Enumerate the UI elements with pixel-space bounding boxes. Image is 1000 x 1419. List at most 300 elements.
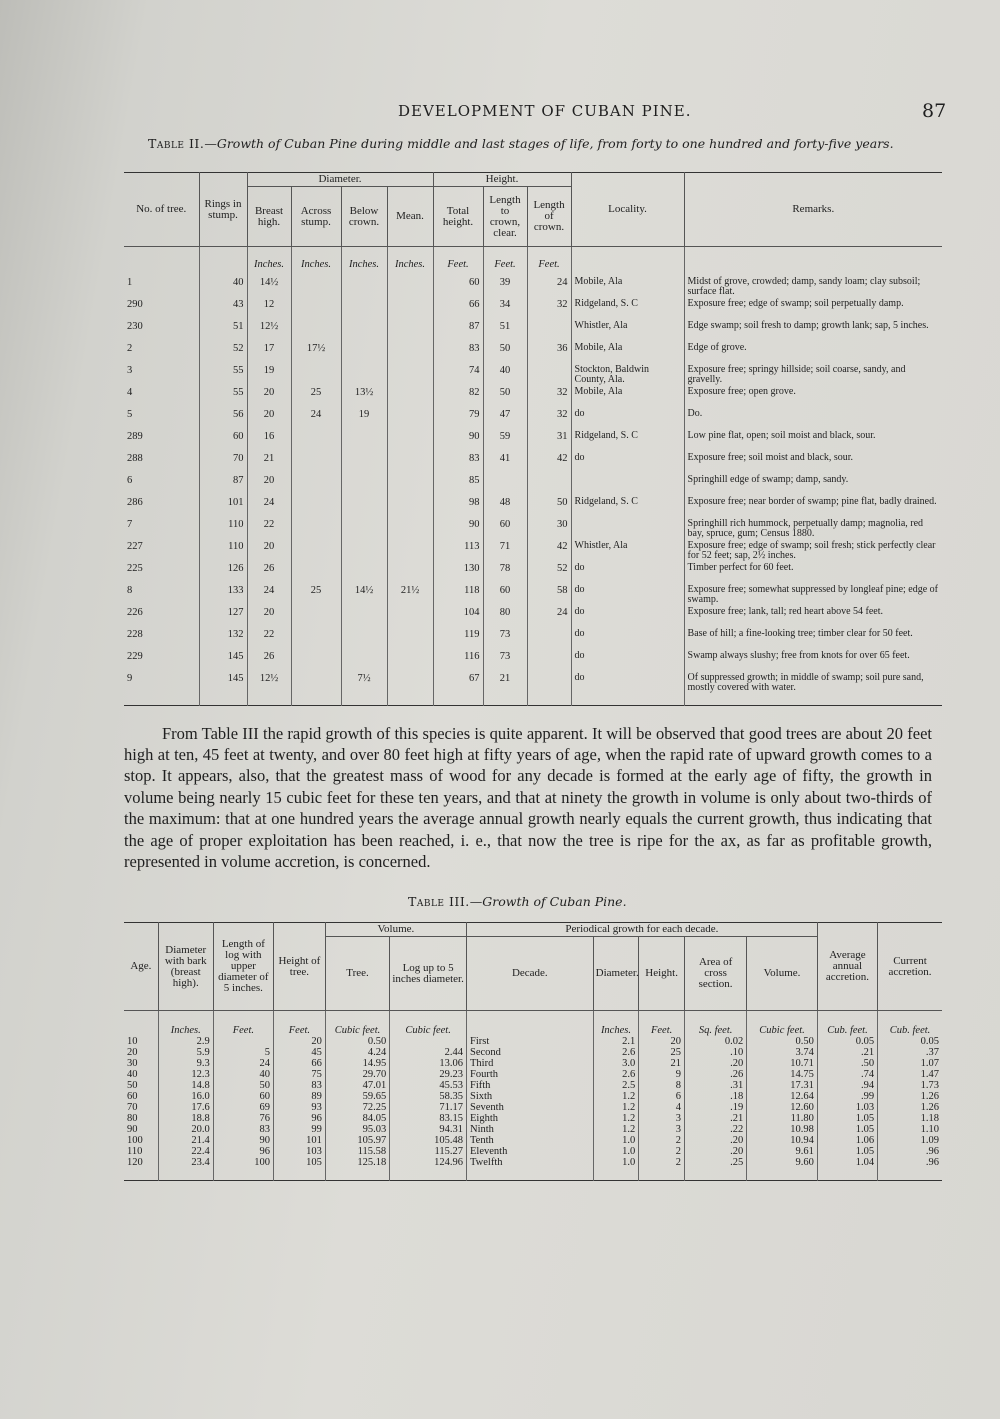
table-row bbox=[124, 1146, 942, 1157]
total-height-cell: 74 bbox=[433, 365, 483, 387]
length-to-crown-cell: 50 bbox=[483, 343, 527, 365]
mean-diameter-cell bbox=[387, 431, 433, 453]
periodic-height-cell: 25 bbox=[639, 1047, 685, 1058]
breast-high-cell: 14½ bbox=[247, 277, 291, 299]
total-height-cell: 118 bbox=[433, 585, 483, 607]
mean-diameter-cell bbox=[387, 519, 433, 541]
col-header-periodic-diameter: Diameter. bbox=[593, 937, 639, 1011]
remarks-cell: Low pine flat, open; soil moist and black, sour. bbox=[687, 430, 876, 441]
current-accretion-cell: 0.05 bbox=[920, 1036, 939, 1047]
table-spacer-row bbox=[124, 1168, 942, 1181]
tree-volume-cell: 14.95 bbox=[325, 1058, 389, 1069]
below-crown-cell bbox=[341, 343, 387, 365]
table-row bbox=[124, 651, 942, 673]
col-header-total: Total height. bbox=[433, 187, 483, 247]
col-header-decade: Decade. bbox=[467, 937, 594, 1011]
log-volume-cell: 115.27 bbox=[390, 1146, 467, 1157]
tree-volume-cell: 115.58 bbox=[325, 1146, 389, 1157]
decade-cell: Ninth bbox=[467, 1124, 594, 1135]
table3-caption-text: —Growth of Cuban Pine. bbox=[469, 894, 627, 909]
tree-number-cell: 6 bbox=[124, 475, 199, 497]
locality-cell: do bbox=[571, 651, 684, 673]
unit-label: Cub. feet. bbox=[817, 1011, 877, 1037]
table2-caption-text: —Growth of Cuban Pine during middle and last stages of life, from forty to one hundred and forty-five years. bbox=[204, 136, 894, 151]
log-volume-cell: 71.17 bbox=[390, 1102, 467, 1113]
diameter-cell: 17.6 bbox=[158, 1102, 213, 1113]
height-cell: 89 bbox=[273, 1091, 325, 1102]
diameter-cell: 14.8 bbox=[158, 1080, 213, 1091]
across-stump-cell: 24 bbox=[291, 409, 341, 431]
decade-cell: Tenth bbox=[467, 1135, 594, 1146]
col-header-height: Height. bbox=[433, 173, 571, 187]
decade-cell: Twelfth bbox=[467, 1157, 594, 1168]
remarks-cell: Do. bbox=[687, 408, 703, 419]
spacer-cell bbox=[124, 1168, 158, 1181]
rings-cell: 52 bbox=[199, 343, 247, 365]
across-stump-cell: 17½ bbox=[291, 343, 341, 365]
breast-high-cell: 12½ bbox=[247, 321, 291, 343]
table-row bbox=[124, 453, 942, 475]
table-spacer-row bbox=[124, 695, 942, 706]
log-length-cell bbox=[213, 1036, 273, 1047]
log-volume-cell bbox=[390, 1036, 467, 1047]
crown-length-cell bbox=[527, 321, 571, 343]
table-row bbox=[124, 387, 942, 409]
rings-cell: 132 bbox=[199, 629, 247, 651]
across-stump-cell bbox=[291, 365, 341, 387]
col-header-below: Below crown. bbox=[341, 187, 387, 247]
height-cell: 45 bbox=[273, 1047, 325, 1058]
tree-number-cell: 290 bbox=[124, 299, 199, 321]
total-height-cell: 79 bbox=[433, 409, 483, 431]
spacer-cell bbox=[199, 695, 247, 706]
decade-cell: Seventh bbox=[467, 1102, 594, 1113]
rings-cell: 101 bbox=[199, 497, 247, 519]
rings-cell: 110 bbox=[199, 519, 247, 541]
current-accretion-cell: .96 bbox=[925, 1146, 939, 1157]
periodic-volume-cell: 9.60 bbox=[747, 1157, 818, 1168]
diameter-cell: 5.9 bbox=[158, 1047, 213, 1058]
table3-body bbox=[124, 1011, 942, 1181]
unit-label: Feet. bbox=[213, 1011, 273, 1037]
unit-label: Cubic feet. bbox=[390, 1011, 467, 1037]
current-accretion-cell: 1.47 bbox=[920, 1069, 939, 1080]
age-cell: 40 bbox=[124, 1069, 158, 1080]
rings-cell: 127 bbox=[199, 607, 247, 629]
rings-cell: 55 bbox=[199, 365, 247, 387]
periodic-height-cell: 8 bbox=[639, 1080, 685, 1091]
log-volume-cell: 83.15 bbox=[390, 1113, 467, 1124]
below-crown-cell bbox=[341, 365, 387, 387]
table-row bbox=[124, 1080, 942, 1091]
tree-volume-cell: 4.24 bbox=[325, 1047, 389, 1058]
locality-cell: do bbox=[571, 563, 684, 585]
spacer-cell bbox=[273, 1168, 325, 1181]
tree-number-cell: 230 bbox=[124, 321, 199, 343]
total-height-cell: 83 bbox=[433, 453, 483, 475]
mean-diameter-cell bbox=[387, 453, 433, 475]
crown-length-cell: 31 bbox=[527, 431, 571, 453]
below-crown-cell bbox=[341, 475, 387, 497]
diameter-cell: 12.3 bbox=[158, 1069, 213, 1080]
locality-cell: Ridgeland, S. C bbox=[571, 299, 684, 321]
mean-diameter-cell bbox=[387, 629, 433, 651]
col-header-log-length: Length of log with upper diameter of 5 inches. bbox=[213, 923, 273, 1011]
rings-cell: 70 bbox=[199, 453, 247, 475]
age-cell: 30 bbox=[124, 1058, 158, 1069]
table2-caption bbox=[148, 136, 894, 151]
current-accretion-cell: 1.07 bbox=[920, 1058, 939, 1069]
below-crown-cell: 13½ bbox=[341, 387, 387, 409]
col-header-remarks: Remarks. bbox=[684, 173, 942, 247]
tree-number-cell: 229 bbox=[124, 651, 199, 673]
height-cell: 93 bbox=[273, 1102, 325, 1113]
across-stump-cell bbox=[291, 475, 341, 497]
breast-high-cell: 24 bbox=[247, 585, 291, 607]
breast-high-cell: 12½ bbox=[247, 673, 291, 695]
locality-cell: Whistler, Ala bbox=[571, 321, 684, 343]
table-row bbox=[124, 365, 942, 387]
height-cell: 105 bbox=[273, 1157, 325, 1168]
across-stump-cell bbox=[291, 277, 341, 299]
below-crown-cell bbox=[341, 453, 387, 475]
col-header-volume-tree: Tree. bbox=[325, 937, 389, 1011]
length-to-crown-cell: 59 bbox=[483, 431, 527, 453]
crown-length-cell bbox=[527, 629, 571, 651]
table-row bbox=[124, 541, 942, 563]
total-height-cell: 90 bbox=[433, 519, 483, 541]
periodic-volume-cell: 17.31 bbox=[747, 1080, 818, 1091]
spacer-cell bbox=[325, 1168, 389, 1181]
tree-number-cell: 228 bbox=[124, 629, 199, 651]
mean-diameter-cell bbox=[387, 409, 433, 431]
age-cell: 10 bbox=[124, 1036, 158, 1047]
table-row bbox=[124, 1091, 942, 1102]
below-crown-cell bbox=[341, 277, 387, 299]
log-length-cell: 90 bbox=[213, 1135, 273, 1146]
log-length-cell: 24 bbox=[213, 1058, 273, 1069]
crown-length-cell: 42 bbox=[527, 453, 571, 475]
length-to-crown-cell: 78 bbox=[483, 563, 527, 585]
tree-number-cell: 7 bbox=[124, 519, 199, 541]
average-accretion-cell: .21 bbox=[817, 1047, 877, 1058]
unit-label: Inches. bbox=[291, 247, 341, 278]
locality-cell: do bbox=[571, 585, 684, 607]
locality-cell: do bbox=[571, 453, 684, 475]
spacer-cell bbox=[467, 1168, 594, 1181]
breast-high-cell: 26 bbox=[247, 563, 291, 585]
periodic-diameter-cell: 1.0 bbox=[593, 1157, 639, 1168]
crown-length-cell: 50 bbox=[527, 497, 571, 519]
periodic-height-cell: 21 bbox=[639, 1058, 685, 1069]
log-volume-cell: 13.06 bbox=[390, 1058, 467, 1069]
table-row bbox=[124, 409, 942, 431]
remarks-cell: Exposure free; springy hillside; soil coarse, sandy, and gravelly. bbox=[687, 364, 906, 385]
unit-label: Feet. bbox=[273, 1011, 325, 1037]
age-cell: 60 bbox=[124, 1091, 158, 1102]
col-header-diameter: Diameter. bbox=[247, 173, 433, 187]
table-row bbox=[124, 299, 942, 321]
col-header-crown-length: Length of crown. bbox=[527, 187, 571, 247]
locality-cell: Mobile, Ala bbox=[571, 343, 684, 365]
table-row bbox=[124, 431, 942, 453]
periodic-area-cell: .25 bbox=[684, 1157, 746, 1168]
unit-label: Inches. bbox=[593, 1011, 639, 1037]
below-crown-cell: 19 bbox=[341, 409, 387, 431]
diameter-cell: 21.4 bbox=[158, 1135, 213, 1146]
tree-number-cell: 1 bbox=[124, 277, 199, 299]
diameter-cell: 16.0 bbox=[158, 1091, 213, 1102]
crown-length-cell: 32 bbox=[527, 387, 571, 409]
periodic-diameter-cell: 1.2 bbox=[593, 1124, 639, 1135]
length-to-crown-cell: 41 bbox=[483, 453, 527, 475]
tree-volume-cell: 84.05 bbox=[325, 1113, 389, 1124]
periodic-area-cell: .20 bbox=[684, 1135, 746, 1146]
age-cell: 20 bbox=[124, 1047, 158, 1058]
spacer-cell bbox=[341, 695, 387, 706]
spacer-cell bbox=[527, 695, 571, 706]
col-header-locality: Locality. bbox=[571, 173, 684, 247]
mean-diameter-cell: 21½ bbox=[387, 585, 433, 607]
crown-length-cell bbox=[527, 651, 571, 673]
current-accretion-cell: 1.26 bbox=[920, 1091, 939, 1102]
col-header-mean: Mean. bbox=[387, 187, 433, 247]
remarks-cell: Exposure free; near border of swamp; pine flat, badly drained. bbox=[687, 496, 937, 507]
length-to-crown-cell: 71 bbox=[483, 541, 527, 563]
diameter-cell: 23.4 bbox=[158, 1157, 213, 1168]
crown-length-cell: 32 bbox=[527, 299, 571, 321]
mean-diameter-cell bbox=[387, 365, 433, 387]
height-cell: 103 bbox=[273, 1146, 325, 1157]
mean-diameter-cell bbox=[387, 541, 433, 563]
average-accretion-cell: 1.05 bbox=[817, 1124, 877, 1135]
periodic-area-cell: .10 bbox=[684, 1047, 746, 1058]
height-cell: 75 bbox=[273, 1069, 325, 1080]
tree-number-cell: 3 bbox=[124, 365, 199, 387]
body-paragraph: From Table III the rapid growth of this species is quite apparent. It will be observed that good trees are about 20 feet high at ten, 45 feet at twenty, and over 80 feet high at fifty years of age, when the rapid rate of upward growth comes to a stop. It appears, also, that the greatest mass of wood for any decade is formed at the early age of fifty, the growth in volume being nearly 15 cubic feet for these ten years, and that at ninety the growth in volume is only about two-thirds of the maximum: that at one hundred years the average annual growth nearly equals the current growth, thus indicating that the age of proper exploitation has been reached, i. e., that now the tree is ripe for the ax, as far as profitable growth, represented in volume accretion, is concerned. bbox=[124, 723, 932, 871]
current-accretion-cell: 1.73 bbox=[920, 1080, 939, 1091]
locality-cell: Ridgeland, S. C bbox=[571, 431, 684, 453]
breast-high-cell: 19 bbox=[247, 365, 291, 387]
periodic-diameter-cell: 2.1 bbox=[593, 1036, 639, 1047]
age-cell: 90 bbox=[124, 1124, 158, 1135]
crown-length-cell bbox=[527, 475, 571, 497]
crown-length-cell: 42 bbox=[527, 541, 571, 563]
table-row bbox=[124, 321, 942, 343]
spacer-cell bbox=[158, 1168, 213, 1181]
decade-cell: Third bbox=[467, 1058, 594, 1069]
breast-high-cell: 26 bbox=[247, 651, 291, 673]
breast-high-cell: 24 bbox=[247, 497, 291, 519]
current-accretion-cell: 1.18 bbox=[920, 1113, 939, 1124]
across-stump-cell bbox=[291, 299, 341, 321]
table-row bbox=[124, 1113, 942, 1124]
below-crown-cell bbox=[341, 607, 387, 629]
remarks-cell: Springhill rich hummock, perpetually damp; magnolia, red bay, spruce, gum; Census 1880. bbox=[687, 518, 924, 539]
locality-cell bbox=[571, 475, 684, 497]
crown-length-cell: 58 bbox=[527, 585, 571, 607]
total-height-cell: 130 bbox=[433, 563, 483, 585]
tree-number-cell: 5 bbox=[124, 409, 199, 431]
total-height-cell: 87 bbox=[433, 321, 483, 343]
table-row bbox=[124, 585, 942, 607]
table2-body bbox=[124, 247, 942, 706]
decade-cell: Fifth bbox=[467, 1080, 594, 1091]
remarks-cell: Exposure free; lank, tall; red heart above 54 feet. bbox=[687, 606, 883, 617]
across-stump-cell bbox=[291, 607, 341, 629]
periodic-volume-cell: 11.80 bbox=[747, 1113, 818, 1124]
below-crown-cell: 14½ bbox=[341, 585, 387, 607]
decade-cell: Eighth bbox=[467, 1113, 594, 1124]
locality-cell: Mobile, Ala bbox=[571, 277, 684, 299]
crown-length-cell bbox=[527, 673, 571, 695]
col-header-age: Age. bbox=[124, 923, 158, 1011]
periodic-volume-cell: 10.94 bbox=[747, 1135, 818, 1146]
rings-cell: 56 bbox=[199, 409, 247, 431]
total-height-cell: 104 bbox=[433, 607, 483, 629]
periodic-volume-cell: 10.98 bbox=[747, 1124, 818, 1135]
rings-cell: 87 bbox=[199, 475, 247, 497]
age-cell: 120 bbox=[124, 1157, 158, 1168]
below-crown-cell bbox=[341, 431, 387, 453]
mean-diameter-cell bbox=[387, 475, 433, 497]
remarks-cell: Swamp always slushy; free from knots for over 65 feet. bbox=[687, 650, 910, 661]
unit-label: Feet. bbox=[483, 247, 527, 278]
height-cell: 101 bbox=[273, 1135, 325, 1146]
tree-number-cell: 289 bbox=[124, 431, 199, 453]
col-header-no: No. of tree. bbox=[124, 173, 199, 247]
unit-label: Inches. bbox=[247, 247, 291, 278]
periodic-volume-cell: 14.75 bbox=[747, 1069, 818, 1080]
col-header-volume: Volume. bbox=[325, 923, 466, 937]
across-stump-cell bbox=[291, 673, 341, 695]
locality-cell: do bbox=[571, 629, 684, 651]
log-volume-cell: 105.48 bbox=[390, 1135, 467, 1146]
table-units-row bbox=[124, 247, 942, 278]
remarks-cell: Exposure free; somewhat suppressed by longleaf pine; edge of swamp. bbox=[687, 584, 939, 605]
locality-cell: do bbox=[571, 673, 684, 695]
below-crown-cell: 7½ bbox=[341, 673, 387, 695]
below-crown-cell bbox=[341, 629, 387, 651]
periodic-height-cell: 2 bbox=[639, 1157, 685, 1168]
log-volume-cell: 45.53 bbox=[390, 1080, 467, 1091]
mean-diameter-cell bbox=[387, 651, 433, 673]
rings-cell: 51 bbox=[199, 321, 247, 343]
col-header-periodical: Periodical growth for each decade. bbox=[467, 923, 818, 937]
total-height-cell: 113 bbox=[433, 541, 483, 563]
average-accretion-cell: 0.05 bbox=[817, 1036, 877, 1047]
periodic-volume-cell: 3.74 bbox=[747, 1047, 818, 1058]
age-cell: 70 bbox=[124, 1102, 158, 1113]
periodic-area-cell: .21 bbox=[684, 1113, 746, 1124]
unit-label: Inches. bbox=[158, 1011, 213, 1037]
log-length-cell: 5 bbox=[213, 1047, 273, 1058]
below-crown-cell bbox=[341, 519, 387, 541]
log-length-cell: 60 bbox=[213, 1091, 273, 1102]
periodic-height-cell: 3 bbox=[639, 1113, 685, 1124]
tree-number-cell: 4 bbox=[124, 387, 199, 409]
total-height-cell: 98 bbox=[433, 497, 483, 519]
log-volume-cell: 94.31 bbox=[390, 1124, 467, 1135]
tree-volume-cell: 105.97 bbox=[325, 1135, 389, 1146]
mean-diameter-cell bbox=[387, 607, 433, 629]
below-crown-cell bbox=[341, 563, 387, 585]
rings-cell: 110 bbox=[199, 541, 247, 563]
table-row bbox=[124, 1058, 942, 1069]
height-cell: 96 bbox=[273, 1113, 325, 1124]
mean-diameter-cell bbox=[387, 387, 433, 409]
locality-cell bbox=[571, 519, 684, 541]
breast-high-cell: 21 bbox=[247, 453, 291, 475]
tree-volume-cell: 95.03 bbox=[325, 1124, 389, 1135]
table-row bbox=[124, 1047, 942, 1058]
unit-label: Feet. bbox=[527, 247, 571, 278]
table-row bbox=[124, 497, 942, 519]
average-accretion-cell: .50 bbox=[817, 1058, 877, 1069]
age-cell: 100 bbox=[124, 1135, 158, 1146]
unit-label: Cubic feet. bbox=[747, 1011, 818, 1037]
total-height-cell: 82 bbox=[433, 387, 483, 409]
crown-length-cell: 36 bbox=[527, 343, 571, 365]
log-length-cell: 96 bbox=[213, 1146, 273, 1157]
spacer-cell bbox=[483, 695, 527, 706]
crown-length-cell bbox=[527, 365, 571, 387]
breast-high-cell: 17 bbox=[247, 343, 291, 365]
current-accretion-cell: 1.09 bbox=[920, 1135, 939, 1146]
rings-cell: 145 bbox=[199, 673, 247, 695]
average-accretion-cell: .94 bbox=[817, 1080, 877, 1091]
breast-high-cell: 20 bbox=[247, 607, 291, 629]
log-length-cell: 83 bbox=[213, 1124, 273, 1135]
tree-number-cell: 8 bbox=[124, 585, 199, 607]
periodic-volume-cell: 12.60 bbox=[747, 1102, 818, 1113]
crown-length-cell: 32 bbox=[527, 409, 571, 431]
tree-volume-cell: 59.65 bbox=[325, 1091, 389, 1102]
spacer-cell bbox=[684, 695, 942, 706]
unit-label: Inches. bbox=[341, 247, 387, 278]
remarks-cell: Exposure free; edge of swamp; soil perpetually damp. bbox=[687, 298, 904, 309]
table3-caption bbox=[408, 894, 627, 909]
log-length-cell: 69 bbox=[213, 1102, 273, 1113]
periodic-diameter-cell: 1.0 bbox=[593, 1135, 639, 1146]
tree-number-cell: 9 bbox=[124, 673, 199, 695]
total-height-cell: 116 bbox=[433, 651, 483, 673]
col-header-periodic-height: Height. bbox=[639, 937, 685, 1011]
periodic-height-cell: 2 bbox=[639, 1135, 685, 1146]
locality-cell: do bbox=[571, 607, 684, 629]
tree-number-cell: 226 bbox=[124, 607, 199, 629]
remarks-cell: Of suppressed growth; in middle of swamp; soil pure sand, mostly covered with water. bbox=[687, 672, 924, 693]
spacer-cell bbox=[213, 1168, 273, 1181]
periodic-diameter-cell: 3.0 bbox=[593, 1058, 639, 1069]
average-accretion-cell: .99 bbox=[817, 1091, 877, 1102]
across-stump-cell: 25 bbox=[291, 387, 341, 409]
spacer-cell bbox=[639, 1168, 685, 1181]
periodic-diameter-cell: 1.2 bbox=[593, 1113, 639, 1124]
breast-high-cell: 16 bbox=[247, 431, 291, 453]
table-row bbox=[124, 1069, 942, 1080]
tree-volume-cell: 47.01 bbox=[325, 1080, 389, 1091]
spacer-cell bbox=[593, 1168, 639, 1181]
crown-length-cell: 30 bbox=[527, 519, 571, 541]
decade-cell: Eleventh bbox=[467, 1146, 594, 1157]
breast-high-cell: 20 bbox=[247, 475, 291, 497]
remarks-cell: Midst of grove, crowded; damp, sandy loam; clay subsoil; surface flat. bbox=[687, 276, 921, 297]
total-height-cell: 67 bbox=[433, 673, 483, 695]
breast-high-cell: 12 bbox=[247, 299, 291, 321]
table-row bbox=[124, 475, 942, 497]
table-row bbox=[124, 1124, 942, 1135]
